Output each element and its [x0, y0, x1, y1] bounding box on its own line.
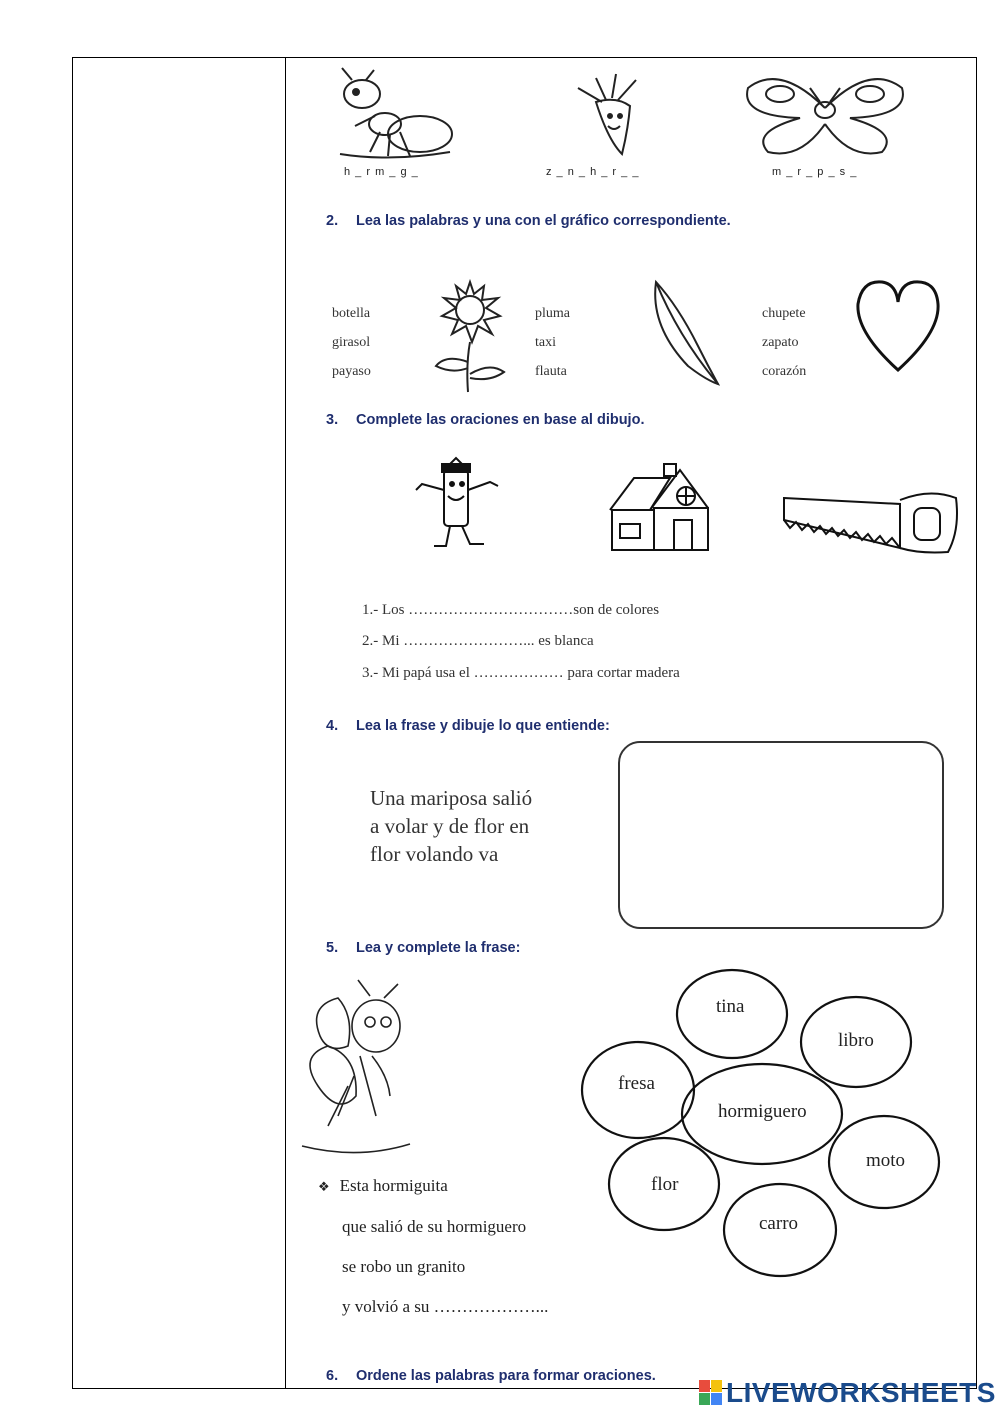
- list-item: corazón: [762, 364, 807, 379]
- section-4-number: 4.: [326, 718, 339, 734]
- word-list-1: [332, 299, 371, 386]
- section-5-heading: [326, 940, 520, 956]
- saw-illustration: [780, 490, 962, 558]
- blank-word-1: h _ r m _ g _: [344, 166, 419, 178]
- word-list-2: [535, 299, 570, 386]
- bullet-icon: ❖: [318, 1179, 330, 1194]
- section-6-number: 6.: [326, 1368, 339, 1384]
- bubble-label-moto: moto: [866, 1150, 906, 1171]
- section-6-title: Ordene las palabras para formar oraciones.: [356, 1368, 656, 1384]
- list-item: botella: [332, 306, 371, 321]
- bubble-label-tina: tina: [716, 996, 745, 1017]
- poem-line: que salió de su hormiguero: [342, 1217, 527, 1236]
- sentence-2: 2.- Mi ……………………... es blanca: [362, 633, 594, 649]
- ant-character-illustration: [298, 976, 418, 1158]
- list-item: payaso: [332, 364, 371, 379]
- liveworksheets-logo-icon: [699, 1380, 723, 1406]
- crayon-character-illustration: [412, 456, 502, 552]
- ant-poem: [318, 1166, 548, 1327]
- table-column-divider: [285, 57, 286, 1389]
- poem-line: ❖ Esta hormiguita: [318, 1176, 448, 1195]
- poem-line: Una mariposa salió: [370, 786, 533, 810]
- poem-line: a volar y de flor en: [370, 814, 530, 838]
- sunflower-illustration: [428, 274, 518, 396]
- brand-name: LIVEWORKSHEETS: [726, 1377, 996, 1408]
- liveworksheets-logo[interactable]: [699, 1375, 996, 1411]
- blank-word-2: z _ n _ h _ r _ _: [546, 166, 640, 178]
- drawing-box[interactable]: [618, 741, 944, 929]
- word-list-3: [762, 299, 806, 386]
- house-illustration: [606, 460, 712, 554]
- list-item: taxi: [535, 335, 556, 350]
- heart-illustration: [852, 278, 944, 376]
- blank-word-3: m _ r _ p _ s _: [772, 166, 858, 178]
- list-item: girasol: [332, 335, 371, 350]
- section-5-title: Lea y complete la frase:: [356, 940, 521, 956]
- list-item: pluma: [535, 306, 570, 321]
- section-6-heading: [326, 1368, 656, 1384]
- list-item: zapato: [762, 335, 799, 350]
- feather-illustration: [648, 276, 728, 390]
- section-3-title: Complete las oraciones en base al dibujo.: [356, 412, 645, 428]
- poem-line: se robo un granito: [342, 1257, 466, 1276]
- list-item: flauta: [535, 364, 567, 379]
- section-3-heading: [326, 412, 644, 428]
- bubble-label-fresa: fresa: [618, 1073, 655, 1094]
- sentence-3: 3.- Mi papá usa el ……………… para cortar madera: [362, 665, 680, 681]
- bubble-label-carro: carro: [759, 1213, 799, 1234]
- poem-line: flor volando va: [370, 842, 499, 866]
- section-2-heading: [326, 213, 731, 229]
- sentence-1: 1.- Los ……………………………son de colores: [362, 602, 660, 618]
- section-5-number: 5.: [326, 940, 339, 956]
- list-item: chupete: [762, 306, 806, 321]
- word-bubble-diagram: [570, 962, 950, 1294]
- butterfly-illustration: [740, 68, 910, 160]
- section-2-number: 2.: [326, 213, 339, 229]
- butterfly-poem: [370, 784, 532, 868]
- carrot-illustration: [556, 70, 674, 160]
- section-4-title: Lea la frase y dibuje lo que entiende:: [356, 718, 610, 734]
- bubble-label-flor: flor: [651, 1174, 679, 1195]
- poem-line: y volvió a su ………………...: [342, 1297, 549, 1316]
- section-2-title: Lea las palabras y una con el gráfico correspondiente.: [356, 213, 731, 229]
- bubble-label-libro: libro: [838, 1030, 874, 1051]
- section-4-heading: [326, 718, 610, 734]
- ant-illustration: [330, 66, 460, 162]
- bubble-label-hormiguero: hormiguero: [718, 1101, 807, 1122]
- section-3-number: 3.: [326, 412, 339, 428]
